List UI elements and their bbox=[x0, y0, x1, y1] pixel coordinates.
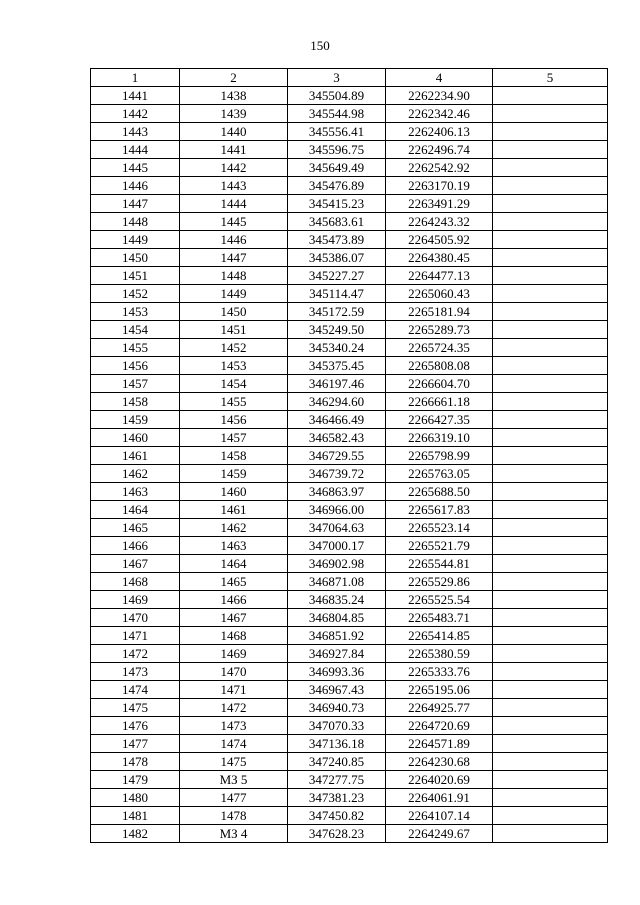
cell-y-coordinate: 2265521.79 bbox=[386, 537, 493, 555]
cell-note bbox=[493, 411, 608, 429]
table-row bbox=[91, 141, 608, 159]
page-number: 150 bbox=[310, 38, 330, 53]
cell-x-coordinate: 345340.24 bbox=[288, 339, 386, 357]
cell-row-number: 1462 bbox=[91, 465, 180, 483]
table-row bbox=[91, 699, 608, 717]
cell-x-coordinate: 347000.17 bbox=[288, 537, 386, 555]
cell-x-coordinate: 345227.27 bbox=[288, 267, 386, 285]
table-row bbox=[91, 285, 608, 303]
cell-y-coordinate: 2264107.14 bbox=[386, 807, 493, 825]
cell-point-number: 1477 bbox=[180, 789, 288, 807]
cell-x-coordinate: 345415.23 bbox=[288, 195, 386, 213]
cell-note bbox=[493, 789, 608, 807]
cell-point-number: 1457 bbox=[180, 429, 288, 447]
cell-x-coordinate: 346902.98 bbox=[288, 555, 386, 573]
table-row bbox=[91, 393, 608, 411]
table-row bbox=[91, 627, 608, 645]
cell-y-coordinate: 2265195.06 bbox=[386, 681, 493, 699]
table-row bbox=[91, 159, 608, 177]
table-row bbox=[91, 465, 608, 483]
table-row bbox=[91, 357, 608, 375]
cell-row-number: 1441 bbox=[91, 87, 180, 105]
cell-x-coordinate: 346804.85 bbox=[288, 609, 386, 627]
cell-note bbox=[493, 429, 608, 447]
cell-note bbox=[493, 339, 608, 357]
table-row bbox=[91, 501, 608, 519]
cell-note bbox=[493, 123, 608, 141]
table-row bbox=[91, 177, 608, 195]
cell-y-coordinate: 2262406.13 bbox=[386, 123, 493, 141]
table-header bbox=[91, 69, 608, 87]
cell-row-number: 1463 bbox=[91, 483, 180, 501]
cell-row-number: 1443 bbox=[91, 123, 180, 141]
cell-row-number: 1453 bbox=[91, 303, 180, 321]
cell-point-number: 1445 bbox=[180, 213, 288, 231]
cell-x-coordinate: 345172.59 bbox=[288, 303, 386, 321]
cell-y-coordinate: 2265380.59 bbox=[386, 645, 493, 663]
cell-x-coordinate: 345375.45 bbox=[288, 357, 386, 375]
cell-x-coordinate: 345683.61 bbox=[288, 213, 386, 231]
cell-x-coordinate: 347064.63 bbox=[288, 519, 386, 537]
table-row bbox=[91, 537, 608, 555]
cell-x-coordinate: 347240.85 bbox=[288, 753, 386, 771]
cell-note bbox=[493, 699, 608, 717]
cell-row-number: 1480 bbox=[91, 789, 180, 807]
cell-row-number: 1458 bbox=[91, 393, 180, 411]
cell-row-number: 1445 bbox=[91, 159, 180, 177]
cell-y-coordinate: 2264720.69 bbox=[386, 717, 493, 735]
table-row bbox=[91, 555, 608, 573]
header-col-4: 4 bbox=[386, 69, 493, 87]
header-col-2: 2 bbox=[180, 69, 288, 87]
cell-x-coordinate: 345544.98 bbox=[288, 105, 386, 123]
table-row bbox=[91, 717, 608, 735]
cell-y-coordinate: 2264380.45 bbox=[386, 249, 493, 267]
cell-note bbox=[493, 375, 608, 393]
cell-y-coordinate: 2263491.29 bbox=[386, 195, 493, 213]
table-row bbox=[91, 663, 608, 681]
cell-x-coordinate: 346967.43 bbox=[288, 681, 386, 699]
table-row bbox=[91, 231, 608, 249]
cell-x-coordinate: 347450.82 bbox=[288, 807, 386, 825]
cell-row-number: 1460 bbox=[91, 429, 180, 447]
cell-x-coordinate: 345114.47 bbox=[288, 285, 386, 303]
cell-y-coordinate: 2264249.67 bbox=[386, 825, 493, 843]
cell-y-coordinate: 2265808.08 bbox=[386, 357, 493, 375]
cell-row-number: 1476 bbox=[91, 717, 180, 735]
cell-point-number: 1447 bbox=[180, 249, 288, 267]
coordinates-table bbox=[90, 68, 608, 843]
cell-x-coordinate: 347136.18 bbox=[288, 735, 386, 753]
cell-x-coordinate: 346993.36 bbox=[288, 663, 386, 681]
cell-row-number: 1466 bbox=[91, 537, 180, 555]
cell-x-coordinate: 347628.23 bbox=[288, 825, 386, 843]
cell-point-number: 1456 bbox=[180, 411, 288, 429]
cell-point-number: 1466 bbox=[180, 591, 288, 609]
cell-point-number: 1442 bbox=[180, 159, 288, 177]
table-row bbox=[91, 339, 608, 357]
table-row bbox=[91, 591, 608, 609]
cell-row-number: 1470 bbox=[91, 609, 180, 627]
cell-point-number: МЗ 5 bbox=[180, 771, 288, 789]
cell-note bbox=[493, 663, 608, 681]
cell-y-coordinate: 2262496.74 bbox=[386, 141, 493, 159]
cell-y-coordinate: 2265617.83 bbox=[386, 501, 493, 519]
cell-y-coordinate: 2265798.99 bbox=[386, 447, 493, 465]
cell-point-number: 1443 bbox=[180, 177, 288, 195]
cell-note bbox=[493, 141, 608, 159]
table-row bbox=[91, 609, 608, 627]
cell-y-coordinate: 2264505.92 bbox=[386, 231, 493, 249]
table-row bbox=[91, 753, 608, 771]
cell-row-number: 1461 bbox=[91, 447, 180, 465]
cell-point-number: 1458 bbox=[180, 447, 288, 465]
header-col-3: 3 bbox=[288, 69, 386, 87]
cell-row-number: 1481 bbox=[91, 807, 180, 825]
cell-note bbox=[493, 285, 608, 303]
cell-row-number: 1442 bbox=[91, 105, 180, 123]
cell-y-coordinate: 2264925.77 bbox=[386, 699, 493, 717]
cell-x-coordinate: 345476.89 bbox=[288, 177, 386, 195]
cell-point-number: 1469 bbox=[180, 645, 288, 663]
cell-row-number: 1446 bbox=[91, 177, 180, 195]
cell-note bbox=[493, 249, 608, 267]
cell-note bbox=[493, 609, 608, 627]
cell-point-number: 1454 bbox=[180, 375, 288, 393]
cell-x-coordinate: 346466.49 bbox=[288, 411, 386, 429]
cell-y-coordinate: 2263170.19 bbox=[386, 177, 493, 195]
cell-note bbox=[493, 177, 608, 195]
cell-note bbox=[493, 357, 608, 375]
cell-y-coordinate: 2265544.81 bbox=[386, 555, 493, 573]
cell-row-number: 1464 bbox=[91, 501, 180, 519]
cell-x-coordinate: 345386.07 bbox=[288, 249, 386, 267]
cell-note bbox=[493, 213, 608, 231]
table-row bbox=[91, 789, 608, 807]
cell-point-number: 1471 bbox=[180, 681, 288, 699]
table-row bbox=[91, 105, 608, 123]
table-row bbox=[91, 87, 608, 105]
cell-note bbox=[493, 717, 608, 735]
cell-note bbox=[493, 555, 608, 573]
header-row bbox=[91, 69, 608, 87]
cell-y-coordinate: 2262234.90 bbox=[386, 87, 493, 105]
cell-point-number: 1467 bbox=[180, 609, 288, 627]
cell-y-coordinate: 2266661.18 bbox=[386, 393, 493, 411]
cell-note bbox=[493, 303, 608, 321]
cell-row-number: 1449 bbox=[91, 231, 180, 249]
cell-y-coordinate: 2265181.94 bbox=[386, 303, 493, 321]
table-row bbox=[91, 447, 608, 465]
cell-y-coordinate: 2265688.50 bbox=[386, 483, 493, 501]
cell-point-number: 1465 bbox=[180, 573, 288, 591]
cell-point-number: 1438 bbox=[180, 87, 288, 105]
table-row bbox=[91, 645, 608, 663]
cell-note bbox=[493, 735, 608, 753]
cell-note bbox=[493, 825, 608, 843]
cell-note bbox=[493, 465, 608, 483]
cell-point-number: 1475 bbox=[180, 753, 288, 771]
cell-point-number: 1439 bbox=[180, 105, 288, 123]
cell-note bbox=[493, 267, 608, 285]
cell-x-coordinate: 346927.84 bbox=[288, 645, 386, 663]
cell-row-number: 1471 bbox=[91, 627, 180, 645]
table-row bbox=[91, 303, 608, 321]
cell-row-number: 1479 bbox=[91, 771, 180, 789]
cell-y-coordinate: 2265289.73 bbox=[386, 321, 493, 339]
cell-y-coordinate: 2262342.46 bbox=[386, 105, 493, 123]
cell-x-coordinate: 346739.72 bbox=[288, 465, 386, 483]
cell-note bbox=[493, 807, 608, 825]
cell-x-coordinate: 346851.92 bbox=[288, 627, 386, 645]
cell-x-coordinate: 346582.43 bbox=[288, 429, 386, 447]
cell-note bbox=[493, 501, 608, 519]
cell-point-number: 1478 bbox=[180, 807, 288, 825]
cell-point-number: 1470 bbox=[180, 663, 288, 681]
cell-row-number: 1450 bbox=[91, 249, 180, 267]
cell-note bbox=[493, 447, 608, 465]
table-row bbox=[91, 483, 608, 501]
cell-note bbox=[493, 627, 608, 645]
table-row bbox=[91, 321, 608, 339]
table-row bbox=[91, 825, 608, 843]
cell-row-number: 1477 bbox=[91, 735, 180, 753]
table-body bbox=[91, 87, 608, 843]
cell-note bbox=[493, 393, 608, 411]
cell-x-coordinate: 347381.23 bbox=[288, 789, 386, 807]
cell-x-coordinate: 345473.89 bbox=[288, 231, 386, 249]
cell-x-coordinate: 345504.89 bbox=[288, 87, 386, 105]
cell-note bbox=[493, 537, 608, 555]
cell-row-number: 1465 bbox=[91, 519, 180, 537]
cell-note bbox=[493, 645, 608, 663]
cell-note bbox=[493, 159, 608, 177]
cell-note bbox=[493, 519, 608, 537]
cell-row-number: 1472 bbox=[91, 645, 180, 663]
cell-x-coordinate: 346966.00 bbox=[288, 501, 386, 519]
cell-y-coordinate: 2264020.69 bbox=[386, 771, 493, 789]
cell-point-number: 1460 bbox=[180, 483, 288, 501]
cell-row-number: 1444 bbox=[91, 141, 180, 159]
cell-point-number: 1474 bbox=[180, 735, 288, 753]
cell-note bbox=[493, 591, 608, 609]
cell-y-coordinate: 2265060.43 bbox=[386, 285, 493, 303]
cell-point-number: 1451 bbox=[180, 321, 288, 339]
table-row bbox=[91, 249, 608, 267]
cell-y-coordinate: 2265414.85 bbox=[386, 627, 493, 645]
cell-y-coordinate: 2264061.91 bbox=[386, 789, 493, 807]
cell-y-coordinate: 2265523.14 bbox=[386, 519, 493, 537]
cell-y-coordinate: 2266427.35 bbox=[386, 411, 493, 429]
table-row bbox=[91, 681, 608, 699]
cell-point-number: 1464 bbox=[180, 555, 288, 573]
cell-x-coordinate: 346871.08 bbox=[288, 573, 386, 591]
cell-y-coordinate: 2264230.68 bbox=[386, 753, 493, 771]
cell-y-coordinate: 2265525.54 bbox=[386, 591, 493, 609]
table-row bbox=[91, 411, 608, 429]
cell-point-number: 1444 bbox=[180, 195, 288, 213]
cell-note bbox=[493, 87, 608, 105]
cell-row-number: 1469 bbox=[91, 591, 180, 609]
table-row bbox=[91, 267, 608, 285]
cell-point-number: 1472 bbox=[180, 699, 288, 717]
cell-x-coordinate: 345249.50 bbox=[288, 321, 386, 339]
cell-row-number: 1452 bbox=[91, 285, 180, 303]
cell-point-number: 1452 bbox=[180, 339, 288, 357]
cell-point-number: 1463 bbox=[180, 537, 288, 555]
cell-x-coordinate: 346197.46 bbox=[288, 375, 386, 393]
cell-y-coordinate: 2262542.92 bbox=[386, 159, 493, 177]
cell-x-coordinate: 346835.24 bbox=[288, 591, 386, 609]
cell-x-coordinate: 347277.75 bbox=[288, 771, 386, 789]
cell-row-number: 1474 bbox=[91, 681, 180, 699]
cell-y-coordinate: 2266604.70 bbox=[386, 375, 493, 393]
cell-note bbox=[493, 483, 608, 501]
table-row bbox=[91, 429, 608, 447]
cell-row-number: 1475 bbox=[91, 699, 180, 717]
cell-point-number: 1448 bbox=[180, 267, 288, 285]
cell-point-number: 1449 bbox=[180, 285, 288, 303]
cell-row-number: 1454 bbox=[91, 321, 180, 339]
header-col-5: 5 bbox=[493, 69, 608, 87]
cell-x-coordinate: 346294.60 bbox=[288, 393, 386, 411]
cell-point-number: 1441 bbox=[180, 141, 288, 159]
cell-row-number: 1459 bbox=[91, 411, 180, 429]
cell-note bbox=[493, 771, 608, 789]
cell-note bbox=[493, 753, 608, 771]
cell-y-coordinate: 2264571.89 bbox=[386, 735, 493, 753]
cell-row-number: 1455 bbox=[91, 339, 180, 357]
cell-x-coordinate: 347070.33 bbox=[288, 717, 386, 735]
table-row bbox=[91, 771, 608, 789]
cell-x-coordinate: 345649.49 bbox=[288, 159, 386, 177]
cell-y-coordinate: 2265724.35 bbox=[386, 339, 493, 357]
cell-row-number: 1467 bbox=[91, 555, 180, 573]
table-row bbox=[91, 573, 608, 591]
cell-x-coordinate: 345556.41 bbox=[288, 123, 386, 141]
cell-point-number: 1462 bbox=[180, 519, 288, 537]
cell-point-number: 1440 bbox=[180, 123, 288, 141]
cell-point-number: МЗ 4 bbox=[180, 825, 288, 843]
cell-point-number: 1459 bbox=[180, 465, 288, 483]
cell-note bbox=[493, 105, 608, 123]
cell-point-number: 1455 bbox=[180, 393, 288, 411]
cell-note bbox=[493, 573, 608, 591]
cell-note bbox=[493, 321, 608, 339]
cell-x-coordinate: 346940.73 bbox=[288, 699, 386, 717]
cell-row-number: 1451 bbox=[91, 267, 180, 285]
cell-x-coordinate: 346863.97 bbox=[288, 483, 386, 501]
cell-point-number: 1468 bbox=[180, 627, 288, 645]
cell-note bbox=[493, 681, 608, 699]
table-row bbox=[91, 519, 608, 537]
cell-x-coordinate: 346729.55 bbox=[288, 447, 386, 465]
cell-point-number: 1453 bbox=[180, 357, 288, 375]
cell-point-number: 1473 bbox=[180, 717, 288, 735]
cell-row-number: 1468 bbox=[91, 573, 180, 591]
cell-row-number: 1457 bbox=[91, 375, 180, 393]
table-row bbox=[91, 213, 608, 231]
cell-y-coordinate: 2266319.10 bbox=[386, 429, 493, 447]
cell-row-number: 1447 bbox=[91, 195, 180, 213]
cell-x-coordinate: 345596.75 bbox=[288, 141, 386, 159]
table-row bbox=[91, 195, 608, 213]
cell-note bbox=[493, 195, 608, 213]
cell-row-number: 1478 bbox=[91, 753, 180, 771]
cell-y-coordinate: 2265333.76 bbox=[386, 663, 493, 681]
cell-point-number: 1450 bbox=[180, 303, 288, 321]
cell-row-number: 1482 bbox=[91, 825, 180, 843]
cell-row-number: 1456 bbox=[91, 357, 180, 375]
cell-y-coordinate: 2265529.86 bbox=[386, 573, 493, 591]
cell-y-coordinate: 2264477.13 bbox=[386, 267, 493, 285]
table-row bbox=[91, 807, 608, 825]
cell-point-number: 1446 bbox=[180, 231, 288, 249]
cell-y-coordinate: 2265483.71 bbox=[386, 609, 493, 627]
cell-point-number: 1461 bbox=[180, 501, 288, 519]
cell-row-number: 1448 bbox=[91, 213, 180, 231]
cell-y-coordinate: 2265763.05 bbox=[386, 465, 493, 483]
table-row bbox=[91, 123, 608, 141]
header-col-1: 1 bbox=[91, 69, 180, 87]
cell-note bbox=[493, 231, 608, 249]
table-row bbox=[91, 735, 608, 753]
cell-row-number: 1473 bbox=[91, 663, 180, 681]
table-row bbox=[91, 375, 608, 393]
cell-y-coordinate: 2264243.32 bbox=[386, 213, 493, 231]
